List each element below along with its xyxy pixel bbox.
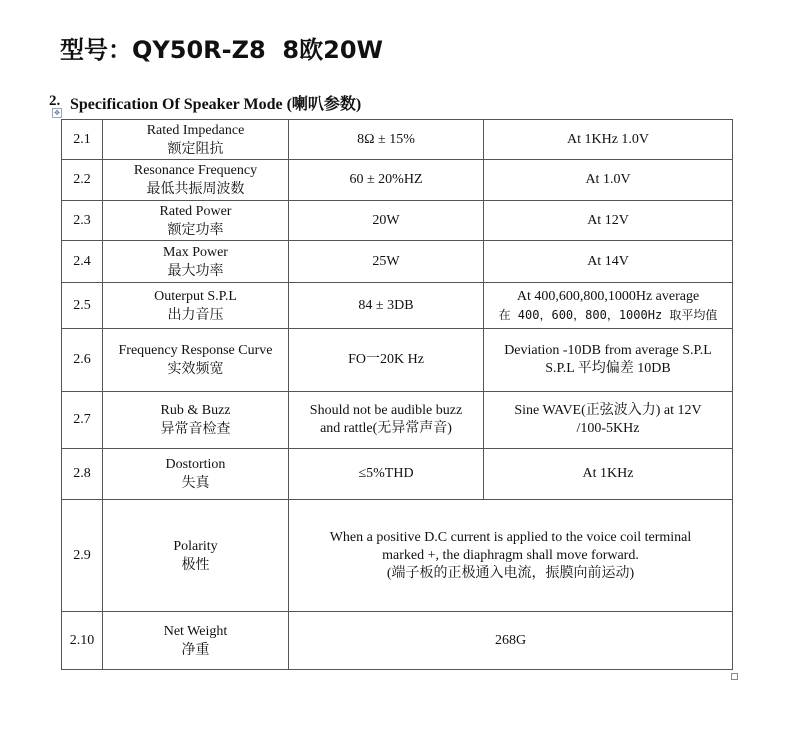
condition-cell [484, 392, 733, 449]
value-cell: 60 ± 20%HZ [289, 160, 484, 201]
item-en: Max Power [163, 244, 228, 260]
move-anchor-icon[interactable]: ✥ [52, 108, 62, 118]
table-row [62, 612, 733, 670]
item-cell [103, 283, 289, 329]
description-text: (端子板的正极通入电流，振膜向前运动) [386, 565, 635, 581]
item-cn: 最大功率 [167, 262, 224, 279]
row-number: 2.10 [62, 612, 103, 670]
item-cell [103, 329, 289, 392]
condition-cell: At 14V [484, 241, 733, 283]
table-row [62, 449, 733, 500]
item-cell [103, 201, 289, 241]
row-number: 2.4 [62, 241, 103, 283]
table-row [62, 201, 733, 241]
row-number: 2.8 [62, 449, 103, 500]
row-number: 2.9 [62, 500, 103, 612]
item-cell [103, 241, 289, 283]
item-cn: 额定功率 [167, 221, 224, 238]
condition-text: Sine WAVE(正弦波入力) at 12V [514, 403, 702, 418]
row-number: 2.6 [62, 329, 103, 392]
table-row [62, 160, 733, 201]
condition-text: At 400,600,800,1000Hz average [516, 288, 700, 304]
item-cell [103, 449, 289, 500]
item-en: Outerput S.P.L [154, 288, 237, 304]
table-row [62, 329, 733, 392]
condition-cell: At 1.0V [484, 160, 733, 201]
item-cell [103, 160, 289, 201]
item-cn: 实效频宽 [167, 361, 224, 377]
item-cell [103, 500, 289, 612]
table-resize-handle[interactable] [731, 673, 738, 680]
value-cell: 84 ± 3DB [289, 283, 484, 329]
section-number: 2. [49, 93, 61, 109]
value-cell: FO一20K Hz [289, 329, 484, 392]
section-heading: Specification Of Speaker Mode (喇叭参数) [70, 96, 362, 113]
condition-cell: At 1KHz [484, 449, 733, 500]
table-row [62, 392, 733, 449]
item-en: Resonance Frequency [133, 163, 258, 178]
value-cell: ≤5%THD [289, 449, 484, 500]
item-cell [103, 392, 289, 449]
item-en: Rub & Buzz [160, 403, 231, 418]
condition-line [488, 306, 728, 324]
table-row [62, 500, 733, 612]
condition-cell: At 1KHz 1.0V [484, 120, 733, 160]
value-cell: 8Ω ± 15% [289, 120, 484, 160]
value-cell [289, 392, 484, 449]
condition-cell [484, 329, 733, 392]
row-number: 2.1 [62, 120, 103, 160]
table-row [62, 120, 733, 160]
spec-table [61, 119, 733, 670]
description-text: marked +, the diaphragm shall move forward. [382, 547, 639, 563]
item-cn: 出力音压 [167, 306, 224, 323]
item-en: Frequency Response Curve [118, 343, 273, 358]
row-number: 2.2 [62, 160, 103, 201]
item-en: Dostortion [165, 457, 226, 472]
item-cell [103, 612, 289, 670]
row-number: 2.7 [62, 392, 103, 449]
row-number: 2.3 [62, 201, 103, 241]
condition-cell: At 12V [484, 201, 733, 241]
table-row [62, 241, 733, 283]
item-cn: 额定阻抗 [167, 140, 224, 157]
item-en: Rated Power [159, 203, 232, 219]
value-cell: 20W [289, 201, 484, 241]
condition-text: /100-5KHz [576, 421, 640, 436]
condition-line [488, 288, 728, 306]
item-cn: 最低共振周波数 [146, 181, 245, 197]
condition-text: S.P.L 平均偏差 10DB [545, 361, 671, 376]
condition-text: 在 400，600，800，1000Hz 取平均值 [498, 307, 718, 322]
value-cell: 268G [289, 612, 733, 670]
item-cn: 净重 [181, 641, 210, 658]
row-number: 2.5 [62, 283, 103, 329]
description-text: When a positive D.C current is applied to the voice coil terminal [329, 529, 692, 545]
page-title: 型号：QY50R-Z8 8欧20W [60, 36, 384, 64]
item-en: Polarity [173, 538, 218, 554]
item-cn: 异常音检查 [160, 421, 231, 437]
description-cell [289, 500, 733, 612]
value-text: and rattle(无异常声音) [320, 421, 452, 436]
item-cn: 失真 [181, 475, 210, 491]
item-en: Net Weight [163, 623, 228, 639]
condition-text: Deviation -10DB from average S.P.L [504, 343, 712, 358]
value-cell: 25W [289, 241, 484, 283]
value-text: Should not be audible buzz [309, 403, 463, 418]
item-cell [103, 120, 289, 160]
item-cn: 极性 [181, 556, 210, 573]
item-en: Rated Impedance [146, 122, 245, 138]
condition-cell [484, 283, 733, 329]
table-row [62, 283, 733, 329]
